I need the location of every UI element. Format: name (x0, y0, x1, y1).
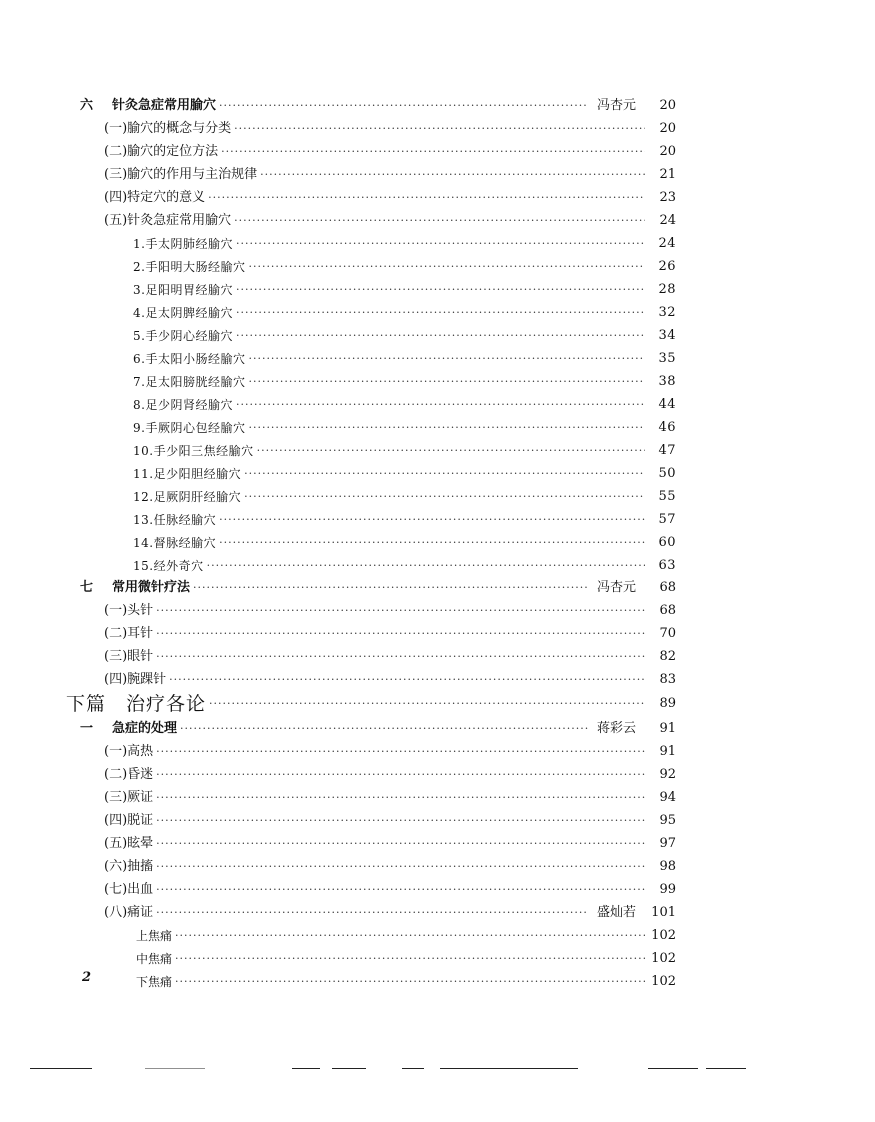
toc-page-number: 83 (659, 672, 676, 687)
toc-page-number: 68 (659, 580, 676, 595)
toc-entry-title (80, 718, 177, 740)
toc-page-number: 32 (658, 305, 676, 320)
toc-page-number: 95 (659, 813, 676, 828)
toc-entry-title: 2.手阳明大肠经腧穴 (133, 260, 246, 274)
toc-page-number: 92 (659, 767, 676, 782)
toc-page-number: 94 (659, 790, 676, 805)
leader-dots (156, 764, 645, 786)
toc-section-title: 针灸急症常用腧穴 (112, 98, 217, 113)
toc-entry-title: 8.足少阴肾经腧穴 (133, 398, 233, 412)
toc-entry[interactable] (104, 164, 676, 186)
toc-page-number: 82 (659, 649, 676, 664)
toc-entry[interactable] (104, 669, 676, 691)
leader-dots (248, 256, 645, 278)
leader-dots (248, 348, 645, 370)
toc-author: 蒋彩云 (596, 721, 636, 736)
leader-dots (193, 577, 588, 599)
scan-line (145, 1068, 205, 1069)
toc-page-number: 63 (658, 558, 676, 573)
toc-page-number: 20 (659, 98, 676, 113)
toc-page-number: 57 (658, 512, 676, 527)
toc-entry-title: (八)痛证 (104, 905, 154, 920)
leader-dots (236, 302, 645, 324)
toc-part-title: 下篇 治疗各论 (66, 693, 207, 715)
toc-page-number: 97 (659, 836, 676, 851)
toc-subentry[interactable] (136, 925, 676, 947)
toc-page-number: 21 (659, 167, 676, 182)
leader-dots (244, 486, 645, 508)
toc-entry[interactable] (104, 118, 676, 140)
toc-entry-title (80, 577, 190, 599)
toc-section-number: 六 (80, 98, 94, 113)
leader-dots (234, 118, 645, 140)
leader-dots (169, 669, 645, 691)
leader-dots (248, 371, 645, 393)
toc-entry-title: (四)腕踝针 (104, 672, 167, 687)
leader-dots (209, 693, 645, 715)
toc-entry-title: 6.手太阳小肠经腧穴 (133, 352, 246, 366)
toc-entry-title: 13.任脉经腧穴 (133, 513, 217, 527)
leader-dots (207, 555, 645, 577)
toc-section-number: 七 (80, 580, 94, 595)
leader-dots (219, 509, 645, 531)
toc-subentry[interactable] (133, 440, 676, 462)
toc-entry-title: (五)眩晕 (104, 836, 154, 851)
toc-subentry[interactable] (136, 948, 676, 970)
toc-entry[interactable] (104, 600, 676, 622)
leader-dots (260, 164, 645, 186)
toc-subentry[interactable] (133, 532, 676, 554)
leader-dots (156, 856, 645, 878)
toc-page-number: 91 (659, 744, 676, 759)
leader-dots (236, 394, 645, 416)
toc-entry-title: 9.手厥阴心包经腧穴 (133, 421, 246, 435)
toc-subentry[interactable] (133, 325, 676, 347)
toc-entry-title: 中焦痛 (136, 952, 173, 966)
toc-page-number: 68 (659, 603, 676, 618)
toc-entry[interactable] (104, 764, 676, 786)
scan-line (440, 1068, 578, 1069)
toc-author: 盛灿若 (596, 905, 636, 920)
toc-entry-title: 10.手少阳三焦经腧穴 (133, 444, 254, 458)
leader-dots (156, 810, 645, 832)
toc-entry-title (80, 95, 216, 117)
toc-page-number: 23 (659, 190, 676, 205)
toc-page-number: 20 (659, 121, 676, 136)
toc-entry-title: (五)针灸急症常用腧穴 (104, 213, 232, 228)
toc-page-number: 102 (651, 928, 676, 943)
toc-entry[interactable] (104, 623, 676, 645)
toc-page-number: 102 (651, 951, 676, 966)
leader-dots (236, 279, 645, 301)
toc-subentry[interactable] (133, 279, 676, 301)
toc-entry[interactable] (104, 833, 676, 855)
leader-dots (248, 417, 645, 439)
leader-dots (156, 879, 645, 901)
toc-page-number: 44 (658, 397, 676, 412)
leader-dots (156, 902, 588, 924)
toc-page-number: 55 (658, 489, 676, 504)
toc-page-number: 24 (658, 236, 676, 251)
toc-entry-title: 下焦痛 (136, 975, 173, 989)
toc-subentry[interactable] (133, 463, 676, 485)
toc-page-number: 24 (659, 213, 676, 228)
page-number: 2 (82, 970, 92, 985)
toc-author: 冯杏元 (596, 98, 636, 113)
toc-entry-title: (七)出血 (104, 882, 154, 897)
leader-dots (257, 440, 645, 462)
leader-dots (236, 325, 645, 347)
toc-entry-title: (一)头针 (104, 603, 154, 618)
leader-dots (156, 787, 645, 809)
toc-subentry[interactable] (133, 486, 676, 508)
toc-subentry[interactable] (133, 509, 676, 531)
toc-entry-title: 12.足厥阴肝经腧穴 (133, 490, 242, 504)
toc-subentry[interactable] (133, 348, 676, 370)
toc-page-number: 26 (658, 259, 676, 274)
toc-subentry[interactable] (133, 417, 676, 439)
toc-entry-title: 5.手少阴心经腧穴 (133, 329, 233, 343)
scan-line (706, 1068, 746, 1069)
leader-dots (234, 210, 645, 232)
toc-entry[interactable] (104, 810, 676, 832)
toc-entry[interactable] (104, 879, 676, 901)
leader-dots (175, 925, 645, 947)
leader-dots (221, 141, 645, 163)
toc-page-number: 99 (659, 882, 676, 897)
toc-entry[interactable] (104, 856, 676, 878)
toc-part-heading[interactable] (66, 690, 676, 718)
leader-dots (208, 187, 645, 209)
leader-dots (219, 95, 588, 117)
toc-entry-title: (一)腧穴的概念与分类 (104, 121, 232, 136)
toc-entry[interactable] (104, 141, 676, 163)
leader-dots (156, 741, 645, 763)
toc-entry[interactable] (104, 902, 676, 924)
scan-line (648, 1068, 698, 1069)
leader-dots (180, 718, 588, 740)
toc-subentry[interactable] (133, 233, 676, 255)
toc-entry-title: 上焦痛 (136, 929, 173, 943)
toc-page-number: 102 (651, 974, 676, 989)
toc-entry-title: (二)昏迷 (104, 767, 154, 782)
toc-author: 冯杏元 (596, 580, 636, 595)
toc-entry-title: 15.经外奇穴 (133, 559, 204, 573)
toc-subentry[interactable] (133, 256, 676, 278)
toc-entry-title: (三)眼针 (104, 649, 154, 664)
toc-entry[interactable] (104, 646, 676, 668)
toc-entry-title: 3.足阳明胃经腧穴 (133, 283, 233, 297)
toc-page-number: 35 (658, 351, 676, 366)
toc-entry-title: (一)高热 (104, 744, 154, 759)
toc-entry[interactable] (104, 741, 676, 763)
toc-entry-title: 11.足少阳胆经腧穴 (133, 467, 242, 481)
toc-subentry[interactable] (133, 371, 676, 393)
toc-entry-title: (三)厥证 (104, 790, 154, 805)
toc-entry-title: (四)脱证 (104, 813, 154, 828)
toc-entry-title: 4.足太阴脾经腧穴 (133, 306, 233, 320)
toc-section-title: 急症的处理 (112, 721, 178, 736)
toc-entry-title: (六)抽搐 (104, 859, 154, 874)
leader-dots (175, 948, 645, 970)
toc-entry-title: 7.足太阳膀胱经腧穴 (133, 375, 246, 389)
toc-entry[interactable] (104, 210, 676, 232)
leader-dots (219, 532, 645, 554)
toc-entry[interactable] (104, 787, 676, 809)
leader-dots (156, 623, 645, 645)
toc-page-number: 46 (658, 420, 676, 435)
scan-line (292, 1068, 320, 1069)
toc-entry-title: (二)耳针 (104, 626, 154, 641)
leader-dots (175, 971, 645, 993)
leader-dots (236, 233, 645, 255)
toc-page-number: 101 (651, 905, 676, 920)
toc-subentry[interactable] (133, 394, 676, 416)
toc-subentry[interactable] (133, 555, 676, 577)
toc-section-7[interactable] (80, 577, 676, 599)
toc-section-1[interactable] (80, 718, 676, 740)
toc-entry-title: 1.手太阴肺经腧穴 (133, 237, 233, 251)
leader-dots (156, 646, 645, 668)
toc-page-number: 50 (658, 466, 676, 481)
toc-page-number: 98 (659, 859, 676, 874)
leader-dots (244, 463, 645, 485)
toc-page-number: 34 (658, 328, 676, 343)
toc-page-number: 28 (658, 282, 676, 297)
toc-entry-title: (四)特定穴的意义 (104, 190, 206, 205)
toc-page-number: 60 (658, 535, 676, 550)
toc-entry-title: (二)腧穴的定位方法 (104, 144, 219, 159)
toc-section-number: 一 (80, 721, 94, 736)
toc-entry-title: 14.督脉经腧穴 (133, 536, 217, 550)
leader-dots (156, 833, 645, 855)
toc-subentry[interactable] (136, 971, 676, 993)
toc-entry[interactable] (104, 187, 676, 209)
toc-page-number: 89 (659, 696, 676, 711)
toc-page-number: 47 (658, 443, 676, 458)
toc-subentry[interactable] (133, 302, 676, 324)
toc-section-6[interactable] (80, 95, 676, 117)
toc-section-title: 常用微针疗法 (112, 580, 191, 595)
leader-dots (156, 600, 645, 622)
toc-page-number: 70 (659, 626, 676, 641)
scan-line (402, 1068, 424, 1069)
toc-page-number: 38 (658, 374, 676, 389)
toc-page-number: 20 (659, 144, 676, 159)
toc-page-number: 91 (659, 721, 676, 736)
toc-entry-title: (三)腧穴的作用与主治规律 (104, 167, 258, 182)
scan-line (332, 1068, 366, 1069)
scan-line (30, 1068, 92, 1069)
